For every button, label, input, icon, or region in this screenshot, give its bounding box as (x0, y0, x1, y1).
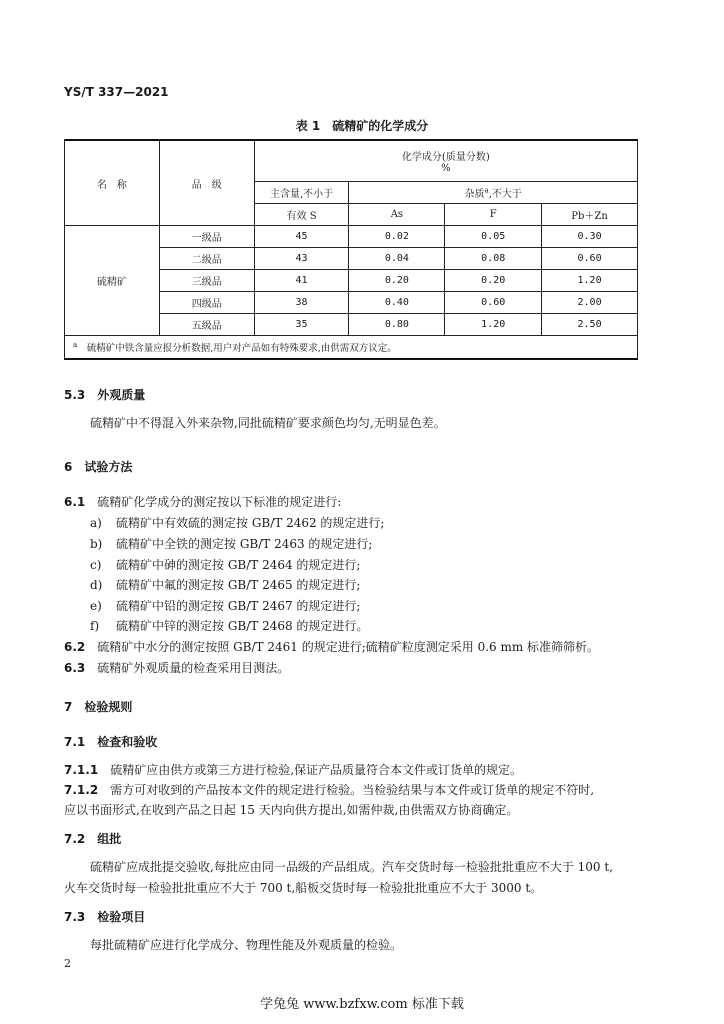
s-cell: 41 (254, 270, 349, 292)
section-title: 检查和验收 (97, 735, 158, 749)
header-pbzn: Pb＋Zn (542, 204, 638, 226)
as-cell: 0.20 (349, 270, 445, 292)
footnote-text: 硫精矿中铁含量应报分析数据,用户对产品如有特殊要求,由供需双方议定。 (86, 343, 397, 354)
section-7-2-heading (64, 830, 121, 847)
section-number: 7.1.1 (64, 763, 99, 777)
f-cell: 0.60 (445, 292, 542, 314)
section-7-1-2-continued: 应以书面形式,在收到产品之日起 15 天内向供方提出,如需仲裁,由供需双方协商确定。 (64, 803, 519, 817)
section-6-2 (64, 638, 599, 655)
section-number: 6.2 (64, 640, 86, 654)
section-number: 6.1 (64, 495, 86, 509)
section-title: 外观质量 (97, 388, 146, 402)
section-7-2-text: 硫精矿应成批提交验收,每批应由同一品级的产品组成。汽车交货时每一检验批批重应不大于 100 t, (90, 860, 613, 874)
list-marker: c) (90, 558, 102, 572)
section-7-3-heading (64, 908, 145, 925)
list-item (90, 556, 360, 573)
section-7-1-2 (64, 781, 594, 798)
section-number: 6 (64, 460, 73, 474)
list-marker: e) (90, 599, 102, 613)
chem-header-unit: % (441, 163, 451, 174)
grade-cell: 一级品 (159, 226, 254, 248)
section-7-1-1 (64, 761, 522, 778)
header-main-content: 主含量,不小于 (254, 182, 349, 204)
header-effective-s: 有效 S (254, 204, 349, 226)
list-item (90, 617, 368, 634)
f-cell: 0.08 (445, 248, 542, 270)
pbzn-cell: 2.50 (542, 314, 638, 336)
section-6-heading (64, 458, 132, 475)
list-marker: d) (90, 578, 103, 592)
list-text: 硫精矿中氟的测定按 GB/T 2465 的规定进行; (116, 578, 361, 592)
section-title: 组批 (97, 832, 122, 846)
header-chem (254, 140, 637, 182)
section-7-heading (64, 698, 132, 715)
section-number: 7.1.2 (64, 783, 99, 797)
list-marker: b) (90, 537, 103, 551)
pbzn-cell: 0.30 (542, 226, 638, 248)
section-6-3 (64, 659, 289, 676)
list-text: 硫精矿中全铁的测定按 GB/T 2463 的规定进行; (116, 537, 373, 551)
section-text: 硫精矿中水分的测定按照 GB/T 2461 的规定进行;硫精矿粒度测定采用 0.6 mm 标准筛筛析。 (97, 640, 600, 654)
as-cell: 0.04 (349, 248, 445, 270)
pbzn-cell: 1.20 (542, 270, 638, 292)
page-number: 2 (64, 957, 71, 970)
header-grade: 品 级 (159, 140, 254, 226)
s-cell: 35 (254, 314, 349, 336)
f-cell: 0.05 (445, 226, 542, 248)
section-text: 硫精矿应由供方或第三方进行检验,保证产品质量符合本文件或订货单的规定。 (110, 763, 523, 777)
as-cell: 0.40 (349, 292, 445, 314)
section-7-1-heading (64, 733, 157, 750)
header-as: As (349, 204, 445, 226)
section-number: 6.3 (64, 661, 86, 675)
grade-cell: 五级品 (159, 314, 254, 336)
list-item (90, 514, 384, 531)
section-title: 检验规则 (84, 700, 133, 714)
section-number: 7.3 (64, 910, 86, 924)
section-5-3-heading (64, 386, 145, 403)
list-text: 硫精矿中砷的测定按 GB/T 2464 的规定进行; (116, 558, 361, 572)
list-item (90, 535, 372, 552)
header-f: F (445, 204, 542, 226)
impurity-footnote-mark: a (484, 186, 489, 195)
as-cell: 0.80 (349, 314, 445, 336)
standard-code: YS/T 337—2021 (64, 85, 169, 99)
s-cell: 45 (254, 226, 349, 248)
grade-cell: 四级品 (159, 292, 254, 314)
watermark-footer: 学兔兔 www.bzfxw.com 标准下载 (260, 997, 464, 1012)
list-item (90, 597, 360, 614)
header-name: 名 称 (65, 140, 160, 226)
table-footnote (65, 336, 638, 360)
table-title: 表 1 硫精矿的化学成分 (295, 119, 429, 133)
section-5-3-text: 硫精矿中不得混入外来杂物,同批硫精矿要求颜色均匀,无明显色差。 (90, 416, 446, 430)
list-item (90, 576, 360, 593)
header-impurity (349, 182, 638, 204)
section-7-2-text-continued: 火车交货时每一检验批批重应不大于 700 t,船板交货时每一检验批批重应不大于 3000 t。 (64, 881, 543, 895)
impurity-suffix: ,不大于 (488, 189, 522, 200)
section-number: 7.2 (64, 832, 86, 846)
composition-table (64, 139, 638, 360)
impurity-label: 杂质 (464, 189, 485, 200)
section-number: 7 (64, 700, 73, 714)
section-title: 检验项目 (97, 910, 146, 924)
section-number: 5.3 (64, 388, 86, 402)
section-text: 硫精矿化学成分的测定按以下标准的规定进行: (97, 495, 342, 509)
list-text: 硫精矿中有效硫的测定按 GB/T 2462 的规定进行; (116, 516, 385, 530)
section-7-3-text: 每批硫精矿应进行化学成分、物理性能及外观质量的检验。 (90, 938, 403, 952)
section-text: 硫精矿外观质量的检查采用目测法。 (97, 661, 290, 675)
footnote-mark: a (73, 340, 78, 349)
section-title: 试验方法 (84, 460, 133, 474)
pbzn-cell: 0.60 (542, 248, 638, 270)
list-text: 硫精矿中铅的测定按 GB/T 2467 的规定进行; (116, 599, 361, 613)
section-6-1 (64, 493, 341, 510)
list-text: 硫精矿中锌的测定按 GB/T 2468 的规定进行。 (116, 619, 369, 633)
s-cell: 43 (254, 248, 349, 270)
grade-cell: 二级品 (159, 248, 254, 270)
s-cell: 38 (254, 292, 349, 314)
pbzn-cell: 2.00 (542, 292, 638, 314)
as-cell: 0.02 (349, 226, 445, 248)
chem-header-label: 化学成分(质量分数) (401, 152, 490, 163)
grade-cell: 三级品 (159, 270, 254, 292)
section-number: 7.1 (64, 735, 86, 749)
f-cell: 1.20 (445, 314, 542, 336)
product-name: 硫精矿 (65, 226, 160, 336)
f-cell: 0.20 (445, 270, 542, 292)
list-marker: a) (90, 516, 102, 530)
table-row (65, 226, 638, 248)
section-text: 需方可对收到的产品按本文件的规定进行检验。当检验结果与本文件或订货单的规定不符时, (110, 783, 595, 797)
list-marker: f) (90, 619, 100, 633)
